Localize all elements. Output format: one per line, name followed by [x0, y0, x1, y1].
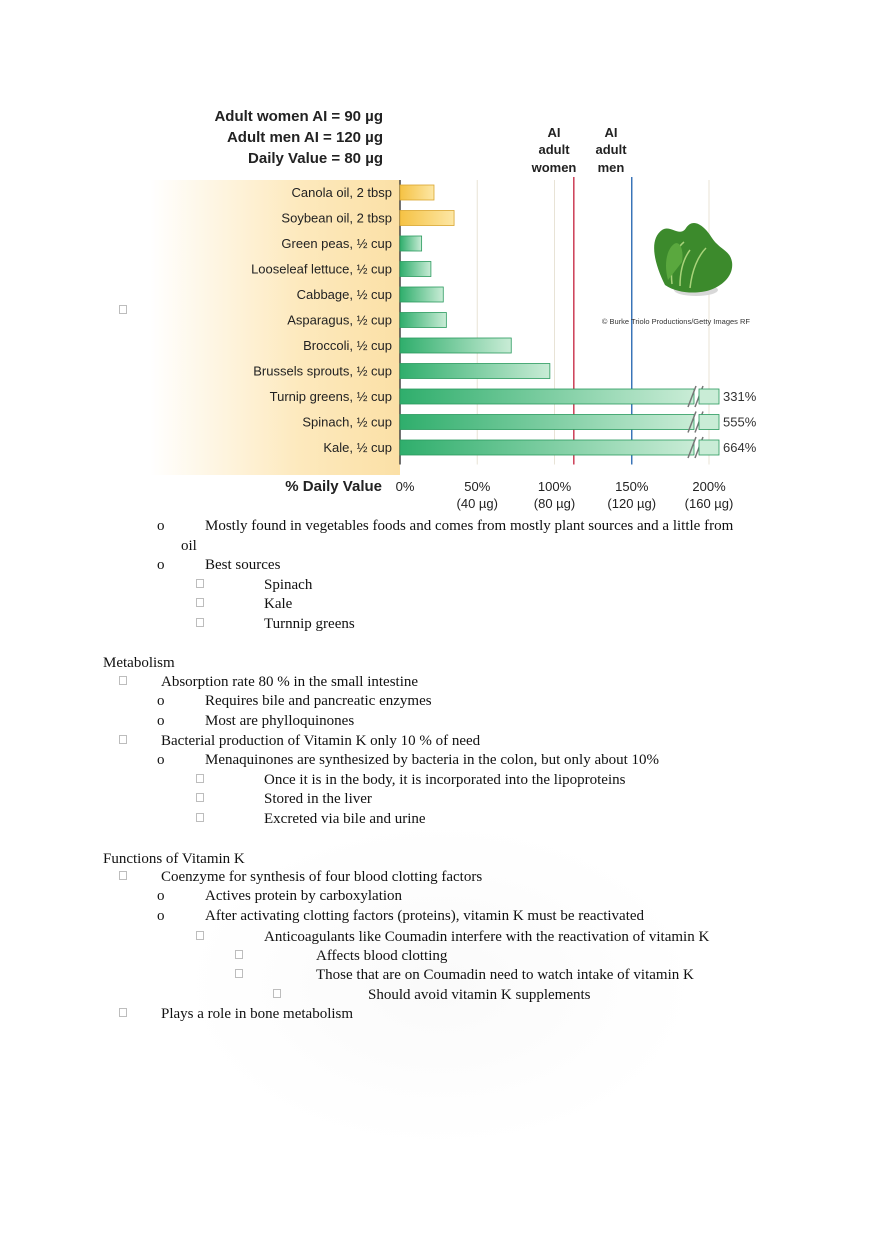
lettuce-image — [654, 223, 732, 296]
category-label: Looseleaf lettuce, ½ cup — [251, 261, 392, 277]
absorption-sub-1: Requires bile and pancreatic enzymes — [205, 693, 432, 709]
bar-soybean-oil — [400, 211, 454, 226]
bullet-icon — [235, 950, 243, 959]
bacterial-subsub-1: Once it is in the body, it is incorporated into the lipoproteins — [264, 772, 626, 788]
bar-tail — [699, 415, 719, 430]
coenzyme-sub-2: After activating clotting factors (proteins), vitamin K must be reactivated — [205, 908, 645, 924]
bar-looseleaf-lettuce — [400, 262, 431, 277]
category-label: Green peas, ½ cup — [281, 236, 392, 251]
bacterial-subsub-3: Excreted via bile and urine — [264, 811, 426, 827]
bar-canola-oil — [400, 185, 434, 200]
bullet-icon — [196, 598, 204, 607]
value-label: 555% — [723, 414, 757, 430]
value-label: 331% — [723, 389, 757, 404]
bullet-icon — [196, 813, 204, 822]
list-marker-o: o — [157, 693, 165, 709]
x-axis-label: % Daily Value — [285, 478, 382, 495]
bacterial-subsub-2: Stored in the liver — [264, 791, 372, 807]
anticoag-item: Anticoagulants like Coumadin interfere with the reactivation of vitamin K — [264, 929, 710, 945]
x-tick-sublabel: (40 µg) — [456, 496, 498, 511]
category-label: Broccoli, ½ cup — [303, 338, 392, 353]
ai-men-label-1: AI — [604, 125, 618, 140]
bullet-icon — [196, 931, 204, 940]
x-tick-label: 0% — [395, 479, 415, 494]
bar-asparagus — [400, 313, 446, 328]
bullet-icon — [196, 579, 204, 588]
bar-brussels-sprouts — [400, 364, 550, 379]
list-marker-o: o — [157, 713, 165, 729]
list-marker-o: o — [157, 752, 165, 768]
x-tick-label: 100% — [537, 479, 572, 494]
bacterial-item: Bacterial production of Vitamin K only 10 % of need — [161, 733, 481, 749]
coenzyme-sub-1: Actives protein by carboxylation — [205, 888, 403, 904]
best-source-3: Turnnip greens — [264, 616, 355, 632]
best-source-2: Kale — [264, 596, 293, 612]
intro-item-1: Mostly found in vegetables foods and comes from mostly plant sources and a little from — [205, 518, 734, 534]
list-marker-o: o — [157, 888, 165, 904]
absorption-item: Absorption rate 80 % in the small intestine — [161, 674, 419, 690]
bullet-icon — [119, 1008, 127, 1017]
photo-credit: © Burke Triolo Productions/Getty Images RF — [601, 317, 750, 326]
ai-women-label-3: women — [531, 160, 577, 175]
ai-men-label-2: adult — [595, 142, 627, 157]
bar-spinach — [400, 415, 694, 430]
bullet-icon — [196, 618, 204, 627]
header-line-dv: Daily Value = 80 µg — [248, 150, 383, 167]
list-marker-o: o — [157, 908, 165, 924]
header-line-women: Adult women AI = 90 µg — [214, 108, 383, 125]
bar-tail — [699, 389, 719, 404]
intro-item-1-cont: oil — [181, 538, 197, 554]
category-label: Spinach, ½ cup — [302, 414, 392, 430]
bullet-icon — [235, 969, 243, 978]
vitamin-k-sources-chart — [150, 100, 765, 515]
x-tick-label: 200% — [692, 479, 726, 494]
anticoag-sub-1: Affects blood clotting — [316, 948, 448, 964]
coenzyme-item: Coenzyme for synthesis of four blood clotting factors — [161, 869, 483, 885]
category-label: Canola oil, 2 tbsp — [291, 185, 392, 200]
functions-heading: Functions of Vitamin K — [103, 851, 245, 867]
intro-item-2: Best sources — [205, 557, 281, 573]
x-tick-sublabel: (160 µg) — [684, 496, 734, 511]
best-source-1: Spinach — [264, 577, 313, 593]
category-label: Cabbage, ½ cup — [296, 287, 392, 302]
header-line-men: Adult men AI = 120 µg — [226, 129, 383, 146]
list-marker-o: o — [157, 518, 165, 534]
category-label: Soybean oil, 2 tbsp — [281, 210, 392, 226]
bar-kale — [400, 440, 694, 455]
bacterial-sub: Menaquinones are synthesized by bacteria in the colon, but only about 10% — [205, 752, 660, 768]
figure-bullet-icon — [119, 305, 127, 314]
ai-men-label-3: men — [597, 160, 625, 175]
bullet-icon — [196, 774, 204, 783]
ai-women-label-1: AI — [547, 125, 561, 140]
anticoag-sub-2: Those that are on Coumadin need to watch intake of vitamin K — [316, 967, 694, 983]
bar-cabbage — [400, 287, 443, 302]
x-tick-sublabel: (120 µg) — [607, 496, 657, 511]
supplements-item: Should avoid vitamin K supplements — [368, 987, 591, 1003]
absorption-sub-2: Most are phylloquinones — [205, 713, 355, 729]
bullet-icon — [119, 676, 127, 685]
value-label: 664% — [723, 440, 757, 455]
bar-broccoli — [400, 338, 511, 353]
category-label: Turnip greens, ½ cup — [269, 389, 392, 404]
bar-green-peas — [400, 236, 422, 251]
bar-tail — [699, 440, 719, 455]
metabolism-heading: Metabolism — [103, 655, 175, 671]
bone-item: Plays a role in bone metabolism — [161, 1006, 354, 1022]
category-label: Asparagus, ½ cup — [287, 312, 392, 328]
bar-turnip-greens — [400, 389, 694, 404]
bullet-icon — [119, 735, 127, 744]
bullet-icon — [119, 871, 127, 880]
x-tick-sublabel: (80 µg) — [533, 496, 576, 511]
ticks-layer — [396, 479, 734, 511]
category-label: Brussels sprouts, ½ cup — [253, 363, 392, 379]
bullet-icon — [273, 989, 281, 998]
category-label: Kale, ½ cup — [323, 440, 392, 455]
x-tick-label: 150% — [615, 479, 649, 494]
bullet-icon — [196, 793, 204, 802]
list-marker-o: o — [157, 557, 165, 573]
x-tick-label: 50% — [464, 479, 491, 494]
ai-women-label-2: adult — [538, 142, 570, 157]
